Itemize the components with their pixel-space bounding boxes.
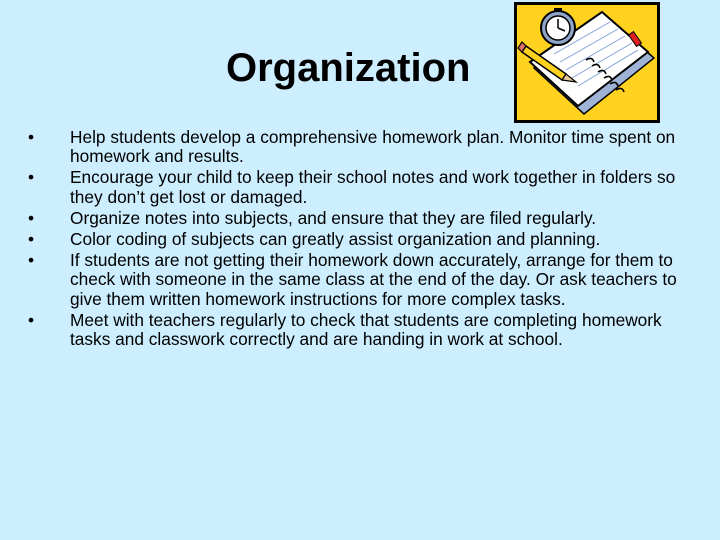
list-item — [28, 209, 700, 228]
list-item-text: If students are not getting their homework down accurately, arrange for them to check with someone in the same class at the end of the day. Or ask teachers to give them written homework instructions for more complex tasks. — [70, 250, 677, 309]
list-item — [28, 251, 700, 309]
list-item-text: Color coding of subjects can greatly assist organization and planning. — [70, 229, 601, 250]
list-item — [28, 168, 700, 206]
list-item-text: Help students develop a comprehensive homework plan. Monitor time spent on homework and results. — [70, 127, 676, 167]
list-item — [28, 230, 700, 249]
bullet-point: • — [28, 207, 35, 228]
list-item — [28, 128, 700, 166]
slide-title: Organization — [226, 46, 471, 90]
bullet-point: • — [28, 127, 35, 147]
list-item — [28, 311, 700, 349]
list-item-text: Meet with teachers regularly to check that students are completing homework tasks and classwork correctly and are handing in work at school. — [70, 309, 662, 350]
notebook-clock-pencil-icon — [514, 2, 660, 123]
list-item-text: Encourage your child to keep their school notes and work together in folders so they don’t get lost or damaged. — [70, 167, 676, 207]
bullet-point: • — [28, 229, 35, 250]
bullet-point: • — [28, 309, 35, 330]
bullet-list — [28, 128, 700, 351]
bullet-point: • — [28, 167, 35, 188]
bullet-point: • — [28, 250, 35, 271]
list-item-text: Organize notes into subjects, and ensure that they are filed regularly. — [70, 207, 597, 228]
